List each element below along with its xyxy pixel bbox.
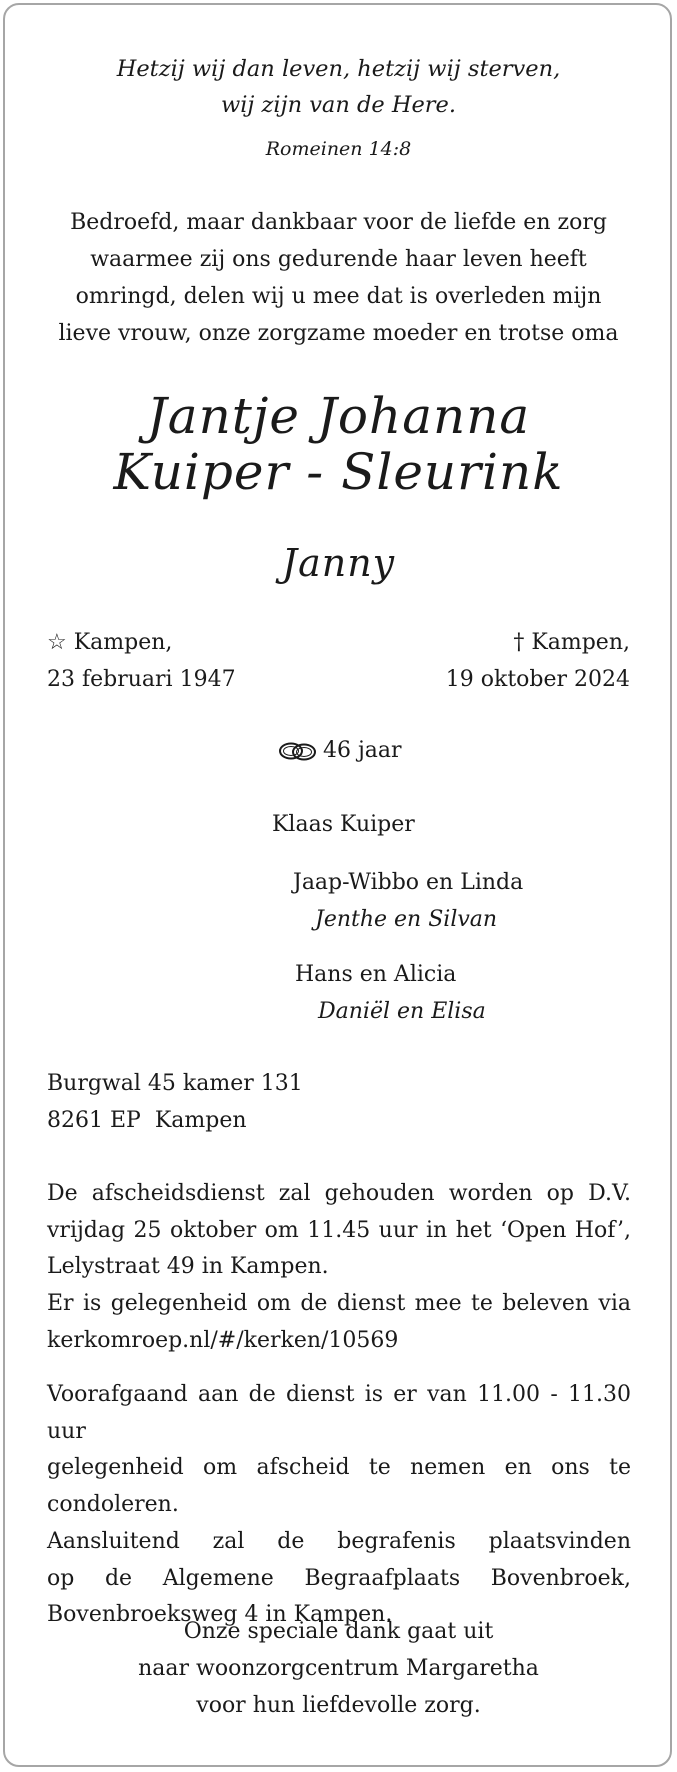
condolence-line: condoleren. bbox=[47, 1492, 179, 1518]
birth-date: 23 februari 1947 bbox=[47, 667, 236, 692]
intro-line: waarmee zij ons gedurende haar leven heeft bbox=[90, 247, 587, 272]
death-place: Kampen, bbox=[531, 630, 630, 655]
birth-info bbox=[47, 624, 236, 698]
name-line-2: Kuiper - Sleurink bbox=[113, 443, 564, 501]
child-names: Hans en Alicia bbox=[295, 962, 457, 987]
thanks-line: Onze speciale dank gaat uit bbox=[183, 1619, 494, 1644]
service-line: Lelystraat 49 in Kampen. bbox=[47, 1254, 329, 1280]
marriage-years: 46 jaar bbox=[323, 738, 402, 763]
address-line: Burgwal 45 kamer 131 bbox=[47, 1071, 303, 1096]
service-line: vrijdag 25 oktober om 11.45 uur in het ‘Open Hof’, bbox=[47, 1217, 631, 1243]
marriage-duration bbox=[276, 733, 402, 769]
condolence-info bbox=[47, 1377, 631, 1634]
condolence-line: op de Algemene Begraafplaats Bovenbroek, bbox=[47, 1565, 631, 1591]
name-line-1: Jantje Johanna bbox=[146, 387, 531, 445]
child-names: Jaap-Wibbo en Linda bbox=[293, 870, 524, 895]
star-icon: ☆ bbox=[47, 630, 67, 655]
service-line: Er is gelegenheid om de dienst mee te beleven via bbox=[47, 1291, 631, 1317]
condolence-line: Aansluitend zal de begrafenis plaatsvinden bbox=[47, 1528, 631, 1554]
wedding-rings-icon bbox=[276, 739, 320, 763]
service-line: De afscheidsdienst zal gehouden worden op D.V. bbox=[47, 1181, 631, 1206]
death-date: 19 oktober 2024 bbox=[445, 667, 630, 692]
address bbox=[47, 1066, 631, 1139]
condolence-line: Bovenbroeksweg 4 in Kampen. bbox=[47, 1602, 393, 1628]
verse-line: Hetzij wij dan leven, hetzij wij sterven, bbox=[116, 56, 561, 82]
deceased-name bbox=[0, 388, 677, 500]
child-family bbox=[293, 864, 523, 938]
condolence-line: Voorafgaand aan de dienst is er van 11.00 - 11.30 uur bbox=[47, 1382, 631, 1444]
verse-line: wij zijn van de Here. bbox=[220, 92, 457, 118]
thanks-message bbox=[0, 1613, 677, 1724]
announcement-text bbox=[0, 204, 677, 352]
grandchildren-names: Jenthe en Silvan bbox=[315, 907, 498, 932]
birth-place: Kampen, bbox=[73, 630, 173, 655]
grandchildren-names: Daniël en Elisa bbox=[318, 999, 486, 1024]
child-family bbox=[295, 956, 486, 1030]
condolence-line: gelegenheid om afscheid te nemen en ons te bbox=[47, 1455, 631, 1481]
intro-line: omringd, delen wij u mee dat is overleden mijn bbox=[75, 284, 602, 309]
address-line: 8261 EP Kampen bbox=[47, 1107, 247, 1133]
deceased-nickname: Janny bbox=[281, 541, 396, 585]
service-info bbox=[47, 1176, 631, 1360]
bible-verse bbox=[0, 51, 677, 123]
spouse-name: Klaas Kuiper bbox=[272, 812, 415, 837]
intro-line: Bedroefd, maar dankbaar voor de liefde en zorg bbox=[70, 210, 607, 235]
livestream-link: kerkomroep.nl/#/kerken/10569 bbox=[47, 1327, 399, 1353]
verse-reference: Romeinen 14:8 bbox=[265, 138, 412, 160]
death-info bbox=[446, 624, 630, 698]
thanks-line: voor hun liefdevolle zorg. bbox=[196, 1693, 481, 1718]
intro-line: lieve vrouw, onze zorgzame moeder en trotse oma bbox=[58, 321, 619, 346]
cross-icon: † bbox=[513, 630, 525, 655]
thanks-line: naar woonzorgcentrum Margaretha bbox=[138, 1656, 539, 1681]
